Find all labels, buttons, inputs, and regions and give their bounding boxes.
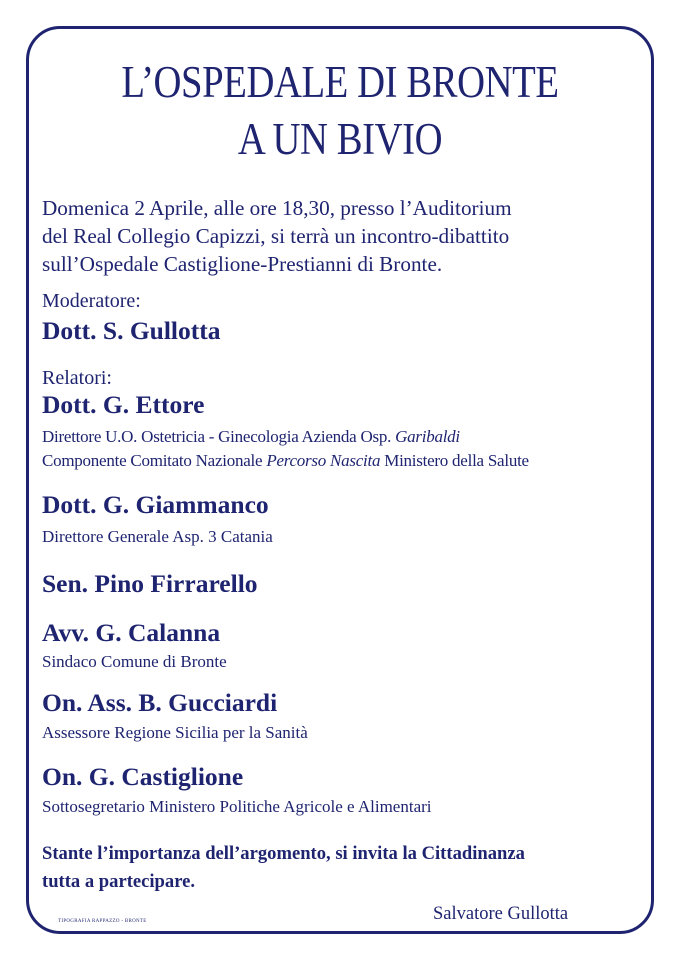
speaker-role-ettore-2 [42, 450, 529, 472]
role-text: Ministero della Salute [380, 451, 529, 470]
speaker-name-castiglione: On. G. Castiglione [42, 762, 244, 791]
role-text: Componente Comitato Nazionale [42, 451, 267, 470]
printer-credit: TIPOGRAFIA RAPPAZZO - BRONTE [58, 919, 147, 924]
signature: Salvatore Gullotta [433, 904, 569, 924]
moderator-label: Moderatore: [42, 290, 141, 312]
speaker-name-firrarello: Sen. Pino Firrarello [42, 569, 258, 598]
speaker-name-ettore: Dott. G. Ettore [42, 390, 205, 419]
speaker-name-giammanco: Dott. G. Giammanco [42, 490, 269, 519]
speaker-name-gucciardi: On. Ass. B. Gucciardi [42, 688, 278, 717]
role-italic-text: Garibaldi [395, 427, 460, 446]
closing-line-2: tutta a partecipare. [42, 871, 196, 892]
role-italic-text: Percorso Nascita [266, 451, 381, 470]
intro-line-1: Domenica 2 Aprile, alle ore 18,30, presso l’Auditorium [42, 196, 512, 220]
intro-line-2: del Real Collegio Capizzi, si terrà un incontro-dibattito [42, 224, 510, 248]
intro-paragraph [42, 194, 652, 278]
intro-line-3: sull’Ospedale Castiglione-Prestianni di Bronte. [42, 252, 443, 276]
title-line-2: A UN BIVIO [237, 114, 443, 164]
speakers-label: Relatori: [42, 367, 112, 389]
role-text: Direttore U.O. Ostetricia - Ginecologia Azienda Osp. [42, 427, 396, 446]
title-line-1: L’OSPEDALE DI BRONTE [121, 57, 559, 107]
speaker-role-giammanco: Direttore Generale Asp. 3 Catania [42, 527, 273, 546]
speaker-name-calanna: Avv. G. Calanna [42, 618, 221, 647]
speaker-role-calanna: Sindaco Comune di Bronte [42, 652, 227, 671]
speaker-role-ettore-1 [42, 426, 460, 448]
moderator-name: Dott. S. Gullotta [42, 316, 221, 345]
closing-line-1: Stante l’importanza dell’argomento, si invita la Cittadinanza [42, 843, 525, 864]
speaker-role-castiglione: Sottosegretario Ministero Politiche Agricole e Alimentari [42, 797, 432, 816]
speaker-role-gucciardi: Assessore Regione Sicilia per la Sanità [42, 723, 308, 742]
